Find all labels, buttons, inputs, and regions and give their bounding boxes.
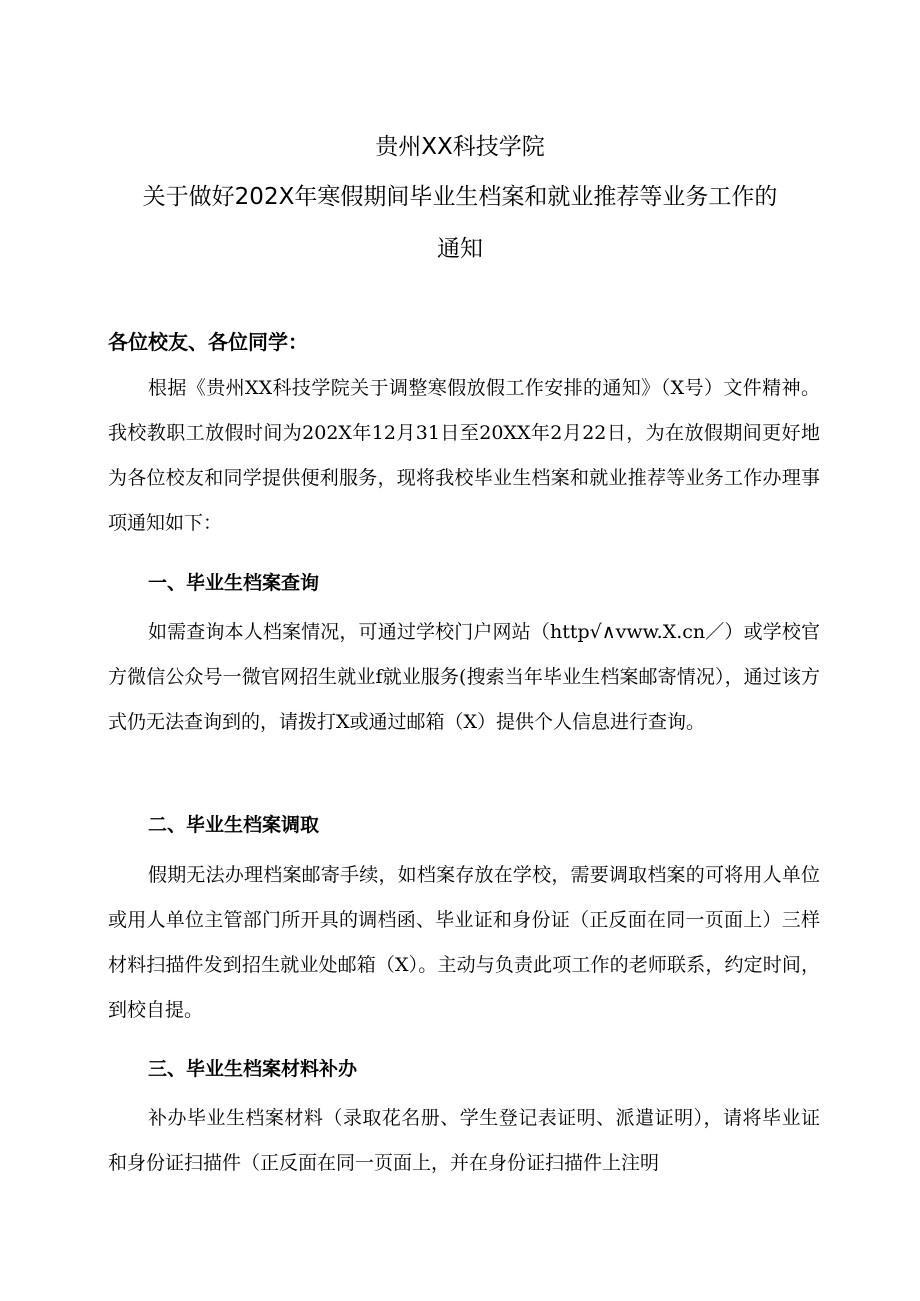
section-heading-archive-retrieval: 二、毕业生档案调取 <box>148 814 320 836</box>
document-title-subject: 关于做好202X年寒假期间毕业生档案和就业推荐等业务工作的 <box>142 184 778 210</box>
section-text-archive-reissue: 补办毕业生档案材料（录取花名册、学生登记表证明、派遣证明），请将毕业证和身份证扫描件（正反面在同一页面上，并在身份证扫描件上注明 <box>108 1107 820 1174</box>
section-heading-archive-reissue: 三、毕业生档案材料补办 <box>148 1058 358 1080</box>
document-title-institution: 贵州XX科技学院 <box>375 134 545 160</box>
section-text-archive-query: 如需查询本人档案情况，可通过学校门户网站（http√∧vww.X.cn／）或学校官方微信公众号一微官网招生就业f就业服务(搜索当年毕业生档案邮寄情况），通过该方式仍无法查询到的，请拨打X或通过邮箱（X）提供个人信息进行查询。 <box>108 621 820 733</box>
intro-paragraph: 根据《贵州XX科技学院关于调整寒假放假工作安排的通知》（X号）文件精神。我校教职工放假时间为202X年12月31日至20XX年2月22日，为在放假期间更好地为各位校友和同学提供便利服务，现将我校毕业生档案和就业推荐等业务工作办理事项通知如下： <box>108 377 820 534</box>
document-title-type: 通知 <box>437 236 483 262</box>
section-heading-archive-query: 一、毕业生档案查询 <box>148 572 320 594</box>
section-text-archive-retrieval: 假期无法办理档案邮寄手续，如档案存放在学校，需要调取档案的可将用人单位或用人单位主管部门所开具的调档函、毕业证和身份证（正反面在同一页面上）三样材料扫描件发到招生就业处邮箱（X）。主动与负责此项工作的老师联系，约定时间，到校自提。 <box>108 864 820 1021</box>
salutation: 各位校友、各位同学： <box>108 330 308 354</box>
